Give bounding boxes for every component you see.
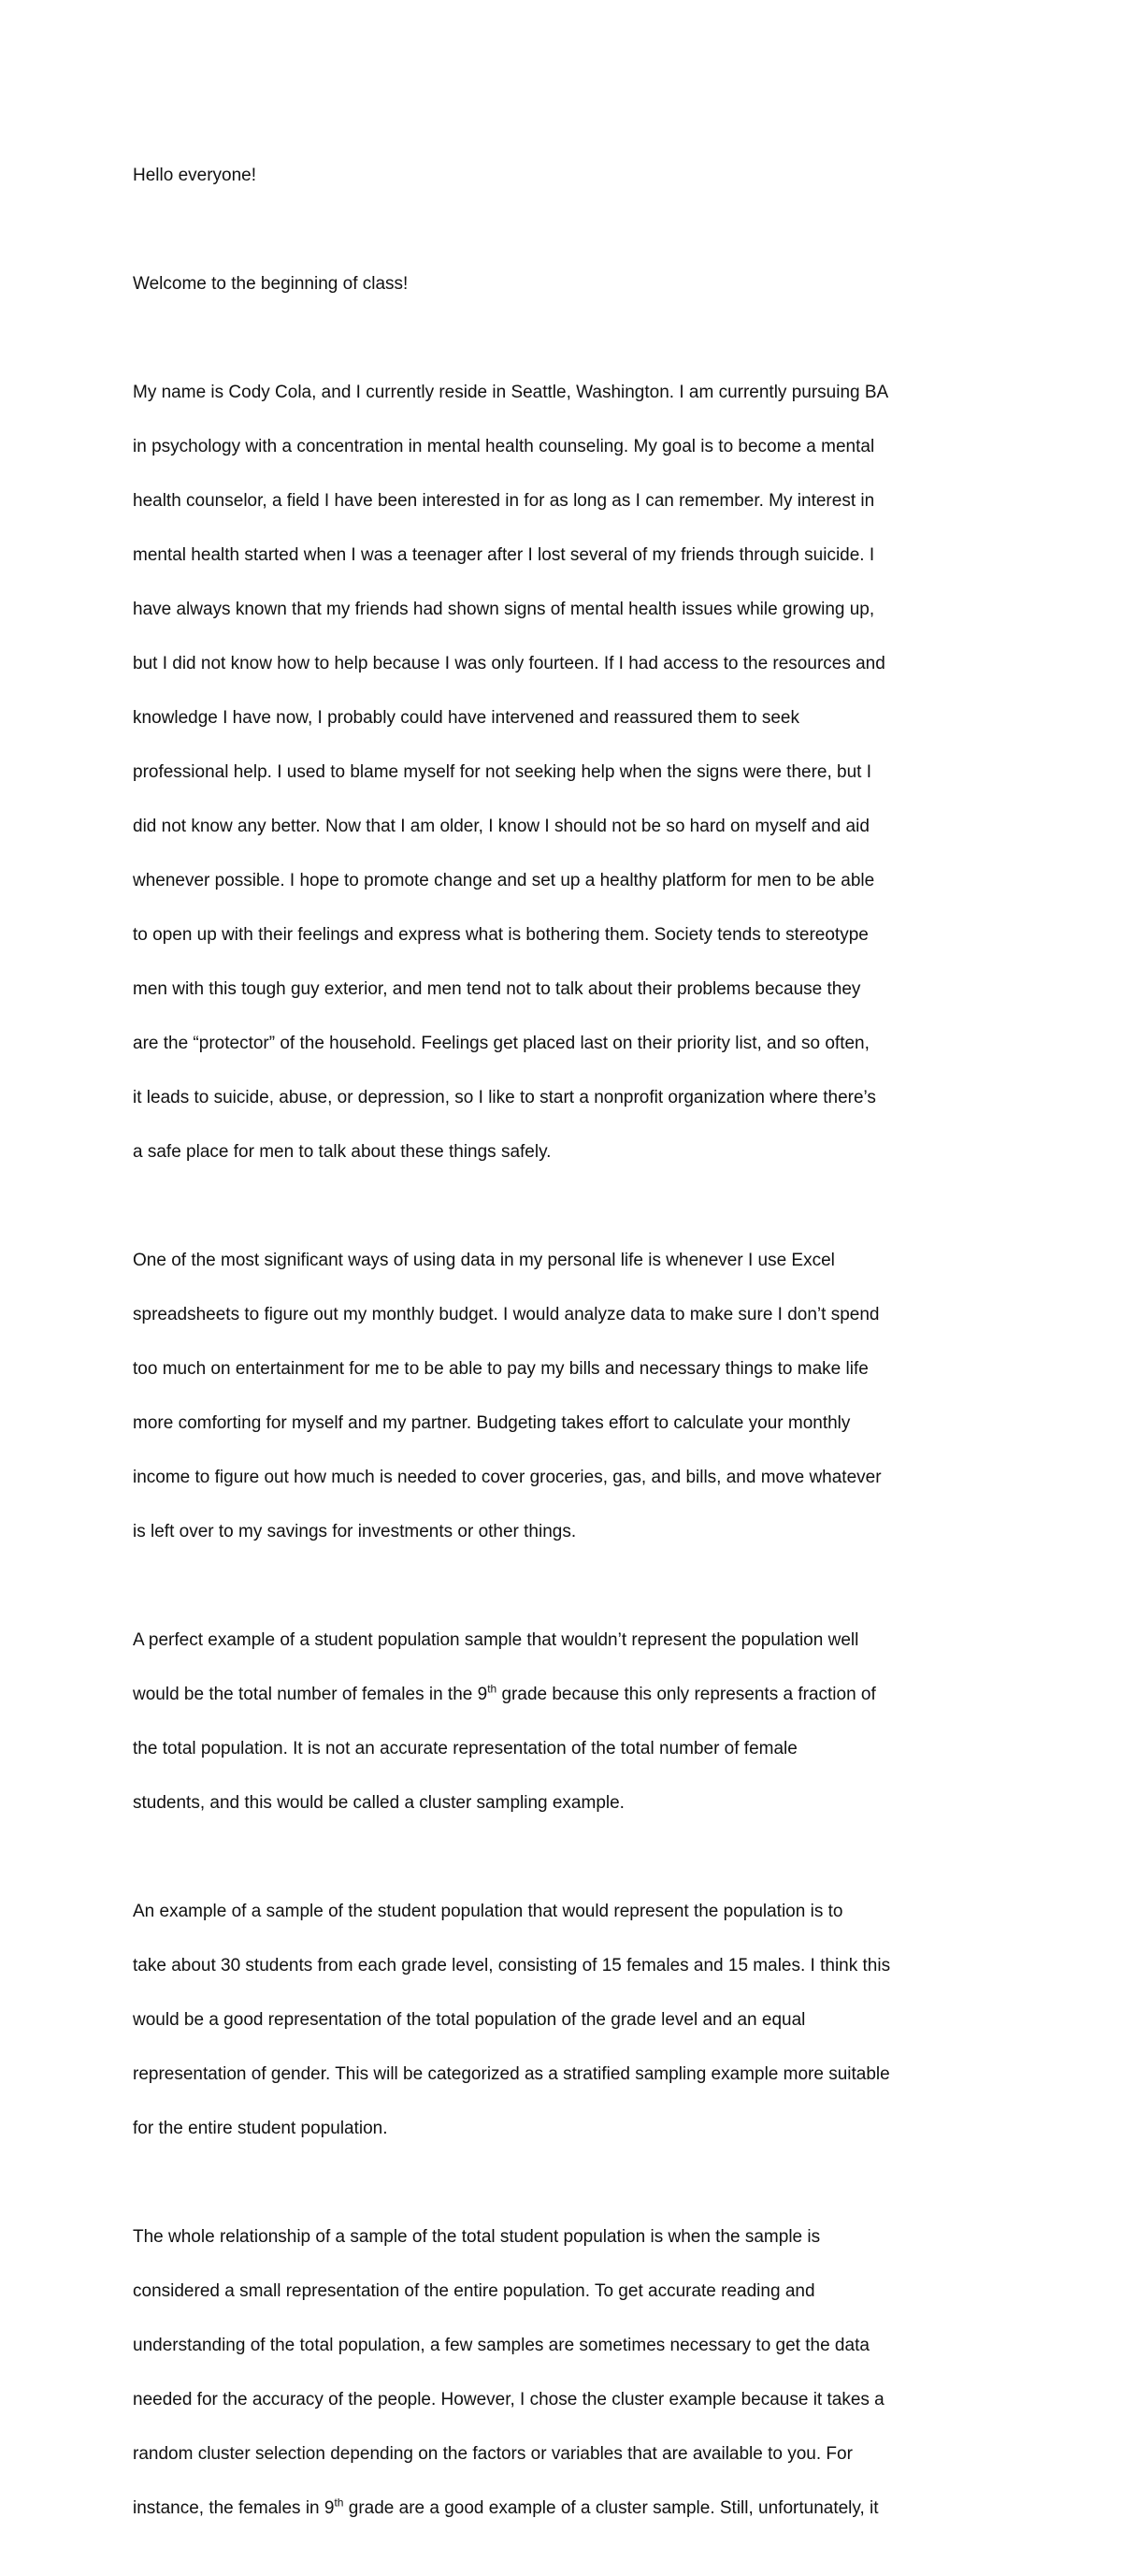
representative-sample-line: for the entire student population.: [133, 2119, 388, 2138]
intro-line: whenever possible. I hope to promote change and set up a healthy platform for men to be able: [133, 871, 875, 890]
text-segment: instance, the females in 9: [133, 2498, 335, 2518]
relationship-line: needed for the accuracy of the people. However, I chose the cluster example because it takes a: [133, 2390, 885, 2410]
intro-line: men with this tough guy exterior, and men tend not to talk about their problems because they: [133, 979, 861, 999]
representative-sample-line: An example of a sample of the student population that would represent the population is to: [133, 1902, 843, 1921]
intro-line: did not know any better. Now that I am older, I know I should not be so hard on myself and aid: [133, 817, 870, 836]
data-usage-line: income to figure out how much is needed to cover groceries, gas, and bills, and move whatever: [133, 1468, 882, 1487]
intro-line: professional help. I used to blame myself for not seeking help when the signs were there, but I: [133, 762, 872, 782]
welcome-paragraph: [133, 243, 998, 325]
relationship-line: considered a small representation of the entire population. To get accurate reading and: [133, 2281, 815, 2301]
data-usage-line: too much on entertainment for me to be able to pay my bills and necessary things to make life: [133, 1359, 869, 1379]
relationship-line: [133, 2495, 998, 2522]
representative-sample-line: representation of gender. This will be categorized as a stratified sampling example more suitable: [133, 2064, 890, 2084]
introduction-paragraph: [133, 352, 998, 1193]
data-usage-line: is left over to my savings for investments or other things.: [133, 1522, 577, 1541]
text-segment: would be the total number of females in the 9: [133, 1685, 488, 1704]
representative-sample-paragraph: [133, 1871, 998, 2169]
data-usage-line: spreadsheets to figure out my monthly budget. I would analyze data to make sure I don’t spend: [133, 1305, 880, 1324]
data-usage-paragraph: [133, 1220, 998, 1572]
welcome-line: Welcome to the beginning of class!: [133, 274, 409, 294]
intro-line: knowledge I have now, I probably could have intervened and reassured them to seek: [133, 708, 799, 728]
ordinal-superscript: th: [334, 2496, 344, 2510]
document-body: [133, 135, 998, 2576]
greeting-line: Hello everyone!: [133, 166, 257, 185]
unrepresentative-sample-line: the total population. It is not an accurate representation of the total number of female: [133, 1739, 798, 1758]
intro-line: My name is Cody Cola, and I currently reside in Seattle, Washington. I am currently pursuing BA: [133, 383, 889, 402]
text-segment: grade are a good example of a cluster sample. Still, unfortunately, it: [343, 2498, 879, 2518]
representative-sample-line: would be a good representation of the total population of the grade level and an equal: [133, 2010, 806, 2030]
intro-line: but I did not know how to help because I was only fourteen. If I had access to the resources and: [133, 654, 885, 673]
data-usage-line: more comforting for myself and my partner. Budgeting takes effort to calculate your monthly: [133, 1413, 851, 1433]
intro-line: are the “protector” of the household. Feelings get placed last on their priority list, and so often,: [133, 1034, 870, 1053]
intro-line: a safe place for men to talk about these things safely.: [133, 1142, 552, 1162]
data-usage-line: One of the most significant ways of using data in my personal life is whenever I use Excel: [133, 1251, 835, 1270]
relationship-line: The whole relationship of a sample of the total student population is when the sample is: [133, 2227, 821, 2247]
relationship-paragraph: [133, 2196, 998, 2549]
intro-line: to open up with their feelings and express what is bothering them. Society tends to stereotype: [133, 925, 869, 945]
intro-line: health counselor, a field I have been interested in for as long as I can remember. My interest in: [133, 491, 875, 511]
intro-line: mental health started when I was a teenager after I lost several of my friends through suicide. I: [133, 545, 875, 565]
unrepresentative-sample-line: students, and this would be called a cluster sampling example.: [133, 1793, 625, 1813]
greeting-paragraph: [133, 135, 998, 216]
relationship-line: understanding of the total population, a few samples are sometimes necessary to get the data: [133, 2336, 870, 2355]
intro-line: in psychology with a concentration in mental health counseling. My goal is to become a mental: [133, 437, 875, 456]
relationship-line: random cluster selection depending on the factors or variables that are available to you. For: [133, 2444, 853, 2464]
intro-line: it leads to suicide, abuse, or depression, so I like to start a nonprofit organization where there’s: [133, 1088, 876, 1107]
unrepresentative-sample-line: A perfect example of a student population sample that wouldn’t represent the population well: [133, 1630, 859, 1650]
unrepresentative-sample-line: [133, 1681, 998, 1708]
unrepresentative-sample-paragraph: [133, 1599, 998, 1844]
ordinal-superscript: th: [487, 1682, 497, 1696]
text-segment: grade because this only represents a fraction of: [496, 1685, 876, 1704]
intro-line: have always known that my friends had shown signs of mental health issues while growing up,: [133, 600, 875, 619]
representative-sample-line: take about 30 students from each grade level, consisting of 15 females and 15 males. I think this: [133, 1956, 891, 1975]
